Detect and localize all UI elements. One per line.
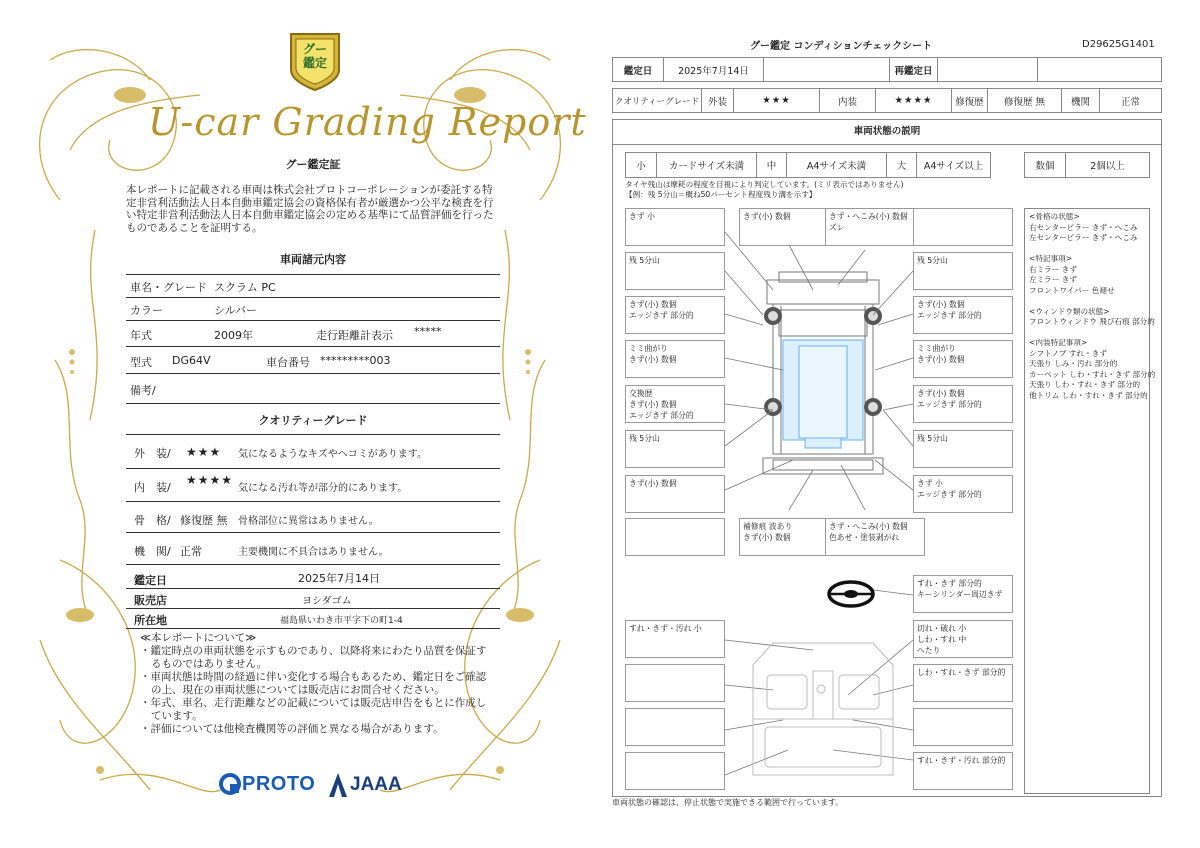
footer-label-addr: 所在地: [134, 614, 167, 627]
size-small-desc: カードサイズ未満: [656, 153, 756, 177]
frame-note-line: <内装特記事項>: [1029, 338, 1088, 347]
damage-label-top: [739, 208, 839, 246]
label-line: きず(小) 数個: [629, 300, 677, 309]
label-line: きず(小) 数個: [629, 400, 677, 409]
quality-row: [126, 469, 500, 502]
quality-comment: 骨格部位に異常はありません。: [238, 516, 379, 527]
frame-note-line: シフトノブ すれ・きず: [1029, 348, 1107, 358]
note-item: ・年式、車名、走行距離などの記載については販売店申告をもとに作成しています。: [140, 697, 487, 722]
frame-note-line: 天張り しみ・汚れ 部分的: [1029, 359, 1118, 368]
interior-label-left: [625, 620, 725, 658]
label-line: ミミ曲がり: [629, 344, 668, 353]
label-line: すれ・きず 部分的: [917, 579, 982, 588]
spec-value-model: DG64V: [172, 354, 211, 367]
label-line: 残 5分山: [917, 256, 948, 265]
damage-label-right: [913, 340, 1013, 378]
damage-label-left: [625, 340, 725, 378]
size-large-desc: A4サイズ以上: [916, 153, 990, 177]
label-line: ミミ曲がり: [917, 344, 956, 353]
spec-label-remarks: 備考/: [130, 384, 156, 397]
label-line: へたり: [917, 646, 941, 655]
label-line: きず 小: [629, 212, 655, 221]
size-large: 大: [886, 153, 916, 177]
spec-row-color: [126, 297, 500, 321]
label-line: エッジきず 部分的: [917, 311, 982, 320]
notes-list: [140, 645, 490, 736]
exterior-label: 外装: [701, 89, 733, 112]
frame-note-line: 他トリム しわ・すれ・きず 部分的: [1029, 390, 1148, 400]
footer-row-date: [126, 566, 500, 589]
tire-note-2: 【例：残 5分山＝概ね50パーセント程度残り溝を示す】: [625, 190, 817, 199]
damage-label-right: [913, 475, 1013, 513]
footer-label-shop: 販売店: [134, 594, 167, 607]
interior-label: 内装: [819, 89, 875, 112]
label-line: エッジきず 部分的: [917, 490, 982, 499]
spec-label-model: 型式: [130, 356, 152, 369]
quality-row: [126, 533, 500, 565]
frame-note-line: [1029, 244, 1145, 255]
engine-value: 正常: [1099, 89, 1161, 112]
spec-heading: 車両諸元内容: [280, 253, 346, 266]
damage-label-left: [625, 518, 725, 556]
label-line: きず(小) 数個: [917, 300, 965, 309]
spec-value-name: スクラム PC: [214, 281, 276, 294]
size-mid: 中: [756, 153, 786, 177]
special-notes-box: [1024, 208, 1156, 794]
frame-note-line: 天張り しわ・すれ・きず 部分的: [1029, 380, 1141, 389]
grade-row: [612, 88, 1162, 113]
footer-value-addr: 福島県いわき市平字下の町1-4: [280, 616, 403, 626]
damage-label-right: [913, 252, 1013, 290]
damage-label-left: [625, 252, 725, 290]
interior-value: ★★★★: [875, 89, 951, 112]
engine-label: 機関: [1061, 89, 1099, 112]
damage-label-right: [913, 385, 1013, 423]
spec-value-mileage: *****: [414, 325, 442, 338]
interior-label-left: [625, 752, 725, 790]
interior-label-right: [913, 575, 1013, 613]
label-line: きず(小) 数個: [917, 389, 965, 398]
label-line: きず・へこみ(小) 数個: [829, 212, 908, 221]
note-item: ・車両状態は時間の経過に伴い変化する場合もあるため、鑑定日をご確認の上、現在の車両状態については販売店にお問合せください。: [140, 671, 487, 696]
quality-row: [126, 435, 500, 469]
quality-row: [126, 502, 500, 533]
spec-value-color: シルバー: [214, 304, 257, 317]
label-line: すれ・きず・汚れ 小: [629, 624, 702, 633]
interior-label-right: [913, 620, 1013, 658]
quality-label: クオリティーグレード: [614, 96, 700, 107]
jaaa-logo-text: JAAA: [350, 774, 402, 795]
quality-label: 内 装/: [134, 481, 171, 494]
label-line: きず(小) 数個: [743, 533, 791, 542]
spec-label-mileage: 走行距離計表示: [316, 329, 393, 342]
label-line: エッジきず 部分的: [629, 311, 694, 320]
label-line: 補修痕 波あり: [743, 522, 793, 531]
section-title: 車両状態の説明: [613, 120, 1161, 145]
spec-row-model: [126, 347, 500, 374]
repair-label: 修復歴: [951, 89, 987, 112]
footer-row-shop: [126, 589, 500, 609]
interior-label-right: [913, 752, 1013, 790]
damage-label-left: [625, 475, 725, 513]
label-line: エッジきず 部分的: [629, 411, 694, 420]
count-desc: 2個以上: [1065, 153, 1149, 177]
footer-value-date: 2025年7月14日: [298, 572, 380, 585]
damage-label-left: [625, 208, 725, 246]
footer-note: 車両状態の確認は、停止状態で実施できる範囲で行っています。: [612, 798, 844, 807]
sheet-title: グー鑑定 コンディションチェックシート: [750, 41, 933, 52]
cert-heading: グー鑑定証: [285, 158, 341, 171]
quality-label: 機 関/: [134, 545, 171, 558]
spec-row-name: [126, 274, 500, 298]
quality-grade: 修復歴 無: [180, 514, 228, 527]
reinspect-label: 再鑑定日: [889, 58, 937, 81]
cert-text: [126, 184, 498, 234]
label-line: きず(小) 数個: [629, 479, 677, 488]
note-item: ・鑑定時点の車両状態を示すものであり、以降将来にわたり品質を保証するものではありません。: [140, 645, 487, 670]
damage-label-bottom: [825, 518, 925, 556]
spec-label-name: 車名・グレード: [130, 281, 207, 294]
quality-heading: クオリティーグレード: [258, 414, 368, 427]
date-label: 鑑定日: [623, 65, 653, 77]
label-line: しわ・すれ 中: [917, 635, 967, 644]
script-title: U-car Grading Report: [148, 100, 587, 144]
frame-note-line: <骨格の状態>: [1029, 212, 1080, 221]
label-line: 色あせ・塗装剥がれ: [829, 533, 900, 542]
steering-wheel-icon: [825, 578, 877, 610]
reinspect-value: [937, 58, 1037, 81]
label-line: ズレ: [829, 223, 845, 232]
exterior-value: ★★★: [733, 89, 819, 112]
spec-row-year: [126, 321, 500, 347]
label-line: きず・へこみ(小) 数個: [829, 522, 908, 531]
tire-note-1: タイヤ残山は摩耗の程度を目視により判定しています。(ミリ表示ではありません): [625, 180, 904, 189]
goo-appraisal-badge: [287, 30, 343, 92]
footer-label-date: 鑑定日: [134, 574, 167, 587]
quality-comment: 主要機関に不具合はありません。: [238, 547, 389, 558]
damage-label-top: [825, 208, 925, 246]
label-line: きず(小) 数個: [917, 355, 965, 364]
frame-note-line: フロントワイパー 色褪せ: [1029, 285, 1115, 295]
frame-note-line: [1029, 328, 1145, 339]
date-value: 2025年7月14日: [663, 58, 763, 81]
size-small: 小: [636, 161, 646, 172]
notes-heading: ≪本レポートについて≫: [140, 632, 257, 644]
interior-label-left: [625, 708, 725, 746]
doc-id: D29625G1401: [1082, 39, 1155, 50]
spec-value-year: 2009年: [214, 329, 253, 342]
jaaa-logo-icon: [328, 772, 348, 798]
quality-label: 骨 格/: [134, 514, 171, 527]
proto-logo-text: PROTO: [242, 772, 316, 795]
label-line: きず(小) 数個: [743, 212, 791, 221]
frame-note-line: <ウィンドウ類の状態>: [1029, 306, 1110, 316]
badge-text: グー 鑑定: [302, 42, 327, 70]
damage-label-right: [913, 430, 1013, 468]
car-interior-diagram: [743, 635, 903, 785]
damage-label-left: [625, 385, 725, 423]
damage-label-left: [625, 296, 725, 334]
quality-comment: 気になる汚れ等が部分的にあります。: [238, 483, 408, 494]
frame-notes: [1029, 212, 1156, 401]
label-line: 切れ・破れ 小: [917, 624, 967, 633]
jaaa-logo: [328, 772, 402, 798]
footer-value-shop: ヨシダゴム: [302, 596, 352, 607]
label-line: 交換歴: [629, 389, 653, 398]
frame-note-line: 左ミラー きず: [1029, 275, 1077, 284]
frame-note-line: フロントウィンドウ 飛び石痕 部分的: [1029, 317, 1155, 326]
damage-label-right: [913, 296, 1013, 334]
quality-grade: 正常: [180, 545, 202, 558]
quality-comment: 気になるようなキズやヘコミがあります。: [238, 449, 427, 460]
damage-label-bottom: [739, 518, 839, 556]
label-line: キーシリンダー周辺きず: [917, 590, 1003, 599]
date-row: [612, 57, 1162, 82]
label-line: すれ・きず・汚れ 部分的: [917, 756, 1006, 765]
report-notes: [140, 632, 490, 736]
spec-row-remarks: [126, 374, 500, 404]
frame-note-line: <特記事項>: [1029, 254, 1073, 263]
damage-label-top: [913, 208, 1013, 246]
proto-logo: [218, 772, 315, 796]
quality-grade: ★★★★: [186, 473, 234, 487]
cert-text-body: 本レポートに記載される車両は株式会社プロトコーポレーションが委託する特定非営利活動法人日本自動車鑑定協会の資格保有者が厳選かつ公平な検査を行い特定非営利活動法人日本自動車鑑定協会の定める基準にて品質評価を行ったものであることを証明する。: [126, 184, 494, 234]
interior-label-right: [913, 708, 1013, 746]
label-line: 残 5分山: [629, 434, 660, 443]
date-blank: [763, 58, 889, 81]
condition-check-sheet: [600, 0, 1200, 848]
note-item: ・評価については他検査機関等の評価と異なる場合があります。: [140, 723, 444, 735]
quality-grade: ★★★: [186, 445, 222, 459]
frame-note-line: カーペット しわ・すれ・きず 部分的: [1029, 369, 1156, 379]
interior-label-right: [913, 664, 1013, 702]
count-label: 数個: [1035, 161, 1055, 172]
frame-note-line: [1029, 296, 1145, 307]
footer-row-addr: [126, 609, 500, 629]
frame-note-line: 右ミラー きず: [1029, 264, 1077, 274]
label-line: エッジきず 部分的: [917, 400, 982, 409]
label-line: 残 5分山: [917, 434, 948, 443]
interior-label-left: [625, 664, 725, 702]
label-line: しわ・すれ・きず 部分的: [917, 668, 1006, 677]
frame-note-line: 左センターピラー きず・へこみ: [1029, 233, 1138, 242]
spec-label-year: 年式: [130, 329, 152, 342]
quality-label: 外 装/: [134, 447, 171, 460]
label-line: きず(小) 数個: [629, 355, 677, 364]
repair-value: 修復歴 無: [987, 89, 1061, 112]
frame-note-line: 右センターピラー きず・へこみ: [1029, 222, 1138, 232]
spec-label-chassis: 車台番号: [266, 356, 310, 369]
label-line: きず 小: [917, 479, 943, 488]
spec-value-chassis: *********003: [320, 354, 391, 367]
reinspect-blank: [1037, 58, 1161, 81]
size-mid-desc: A4サイズ未満: [786, 153, 886, 177]
label-line: 残 5分山: [629, 256, 660, 265]
proto-logo-icon: [218, 772, 242, 796]
damage-label-left: [625, 430, 725, 468]
spec-label-color: カラー: [130, 304, 163, 317]
condition-panel: [612, 119, 1162, 797]
